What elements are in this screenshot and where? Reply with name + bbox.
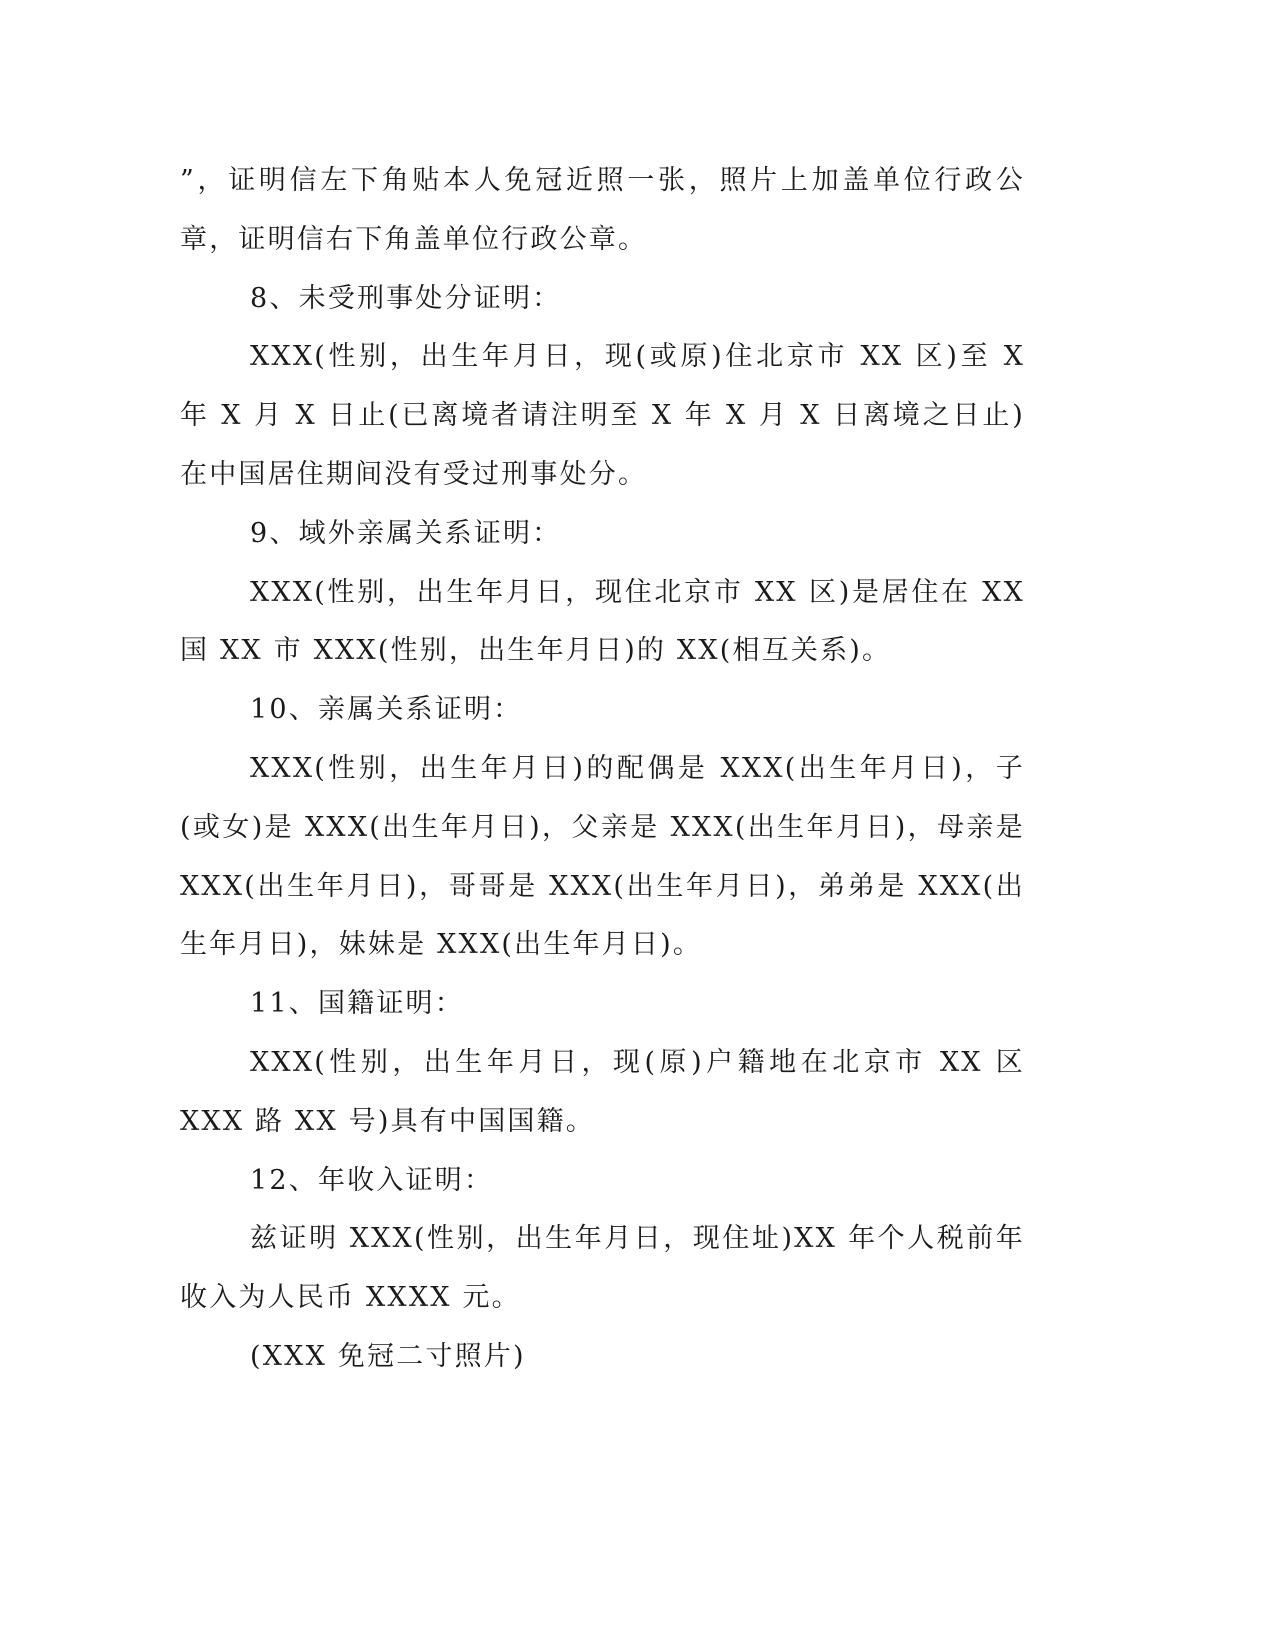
photo-placeholder-note: (XXX 免冠二寸照片) — [250, 1340, 526, 1372]
paragraph-nationality-body: XXX(性别，出生年月日，现(原)户籍地在北京市 XX 区 XXX 路 XX 号)具有中国国籍。 — [180, 1046, 1025, 1137]
heading-annual-income-certificate: 12、年收入证明： — [250, 1164, 494, 1196]
heading-overseas-relative-certificate: 9、域外亲属关系证明： — [250, 517, 562, 549]
paragraph-overseas-relative-body: XXX(性别，出生年月日，现住北京市 XX 区)是居住在 XX 国 XX 市 XXX(性别，出生年月日)的 XX(相互关系)。 — [180, 576, 1025, 667]
heading-kinship-certificate: 10、亲属关系证明： — [250, 694, 523, 726]
paragraph-annual-income-body: 兹证明 XXX(性别，出生年月日，现住址)XX 年个人税前年收入为人民币 XXXX 元。 — [180, 1223, 1025, 1314]
document-body — [180, 152, 1025, 1387]
heading-nationality-certificate: 11、国籍证明： — [250, 988, 464, 1020]
heading-criminal-record-certificate: 8、未受刑事处分证明： — [250, 282, 562, 314]
paragraph-criminal-record-body: XXX(性别，出生年月日，现(或原)住北京市 XX 区)至 X 年 X 月 X 日止(已离境者请注明至 X 年 X 月 X 日离境之日止)在中国居住期间没有受过刑事处分。 — [180, 341, 1025, 490]
paragraph-kinship-body: XXX(性别，出生年月日)的配偶是 XXX(出生年月日)，子(或女)是 XXX(出生年月日)，父亲是 XXX(出生年月日)，母亲是 XXX(出生年月日)，哥哥是 XXX(出生年月日)，弟弟是 XXX(出生年月日)，妹妹是 XXX(出生年月日)。 — [180, 752, 1025, 961]
paragraph-continuation: ”，证明信左下角贴本人免冠近照一张，照片上加盖单位行政公章，证明信右下角盖单位行政公章。 — [180, 165, 1025, 255]
